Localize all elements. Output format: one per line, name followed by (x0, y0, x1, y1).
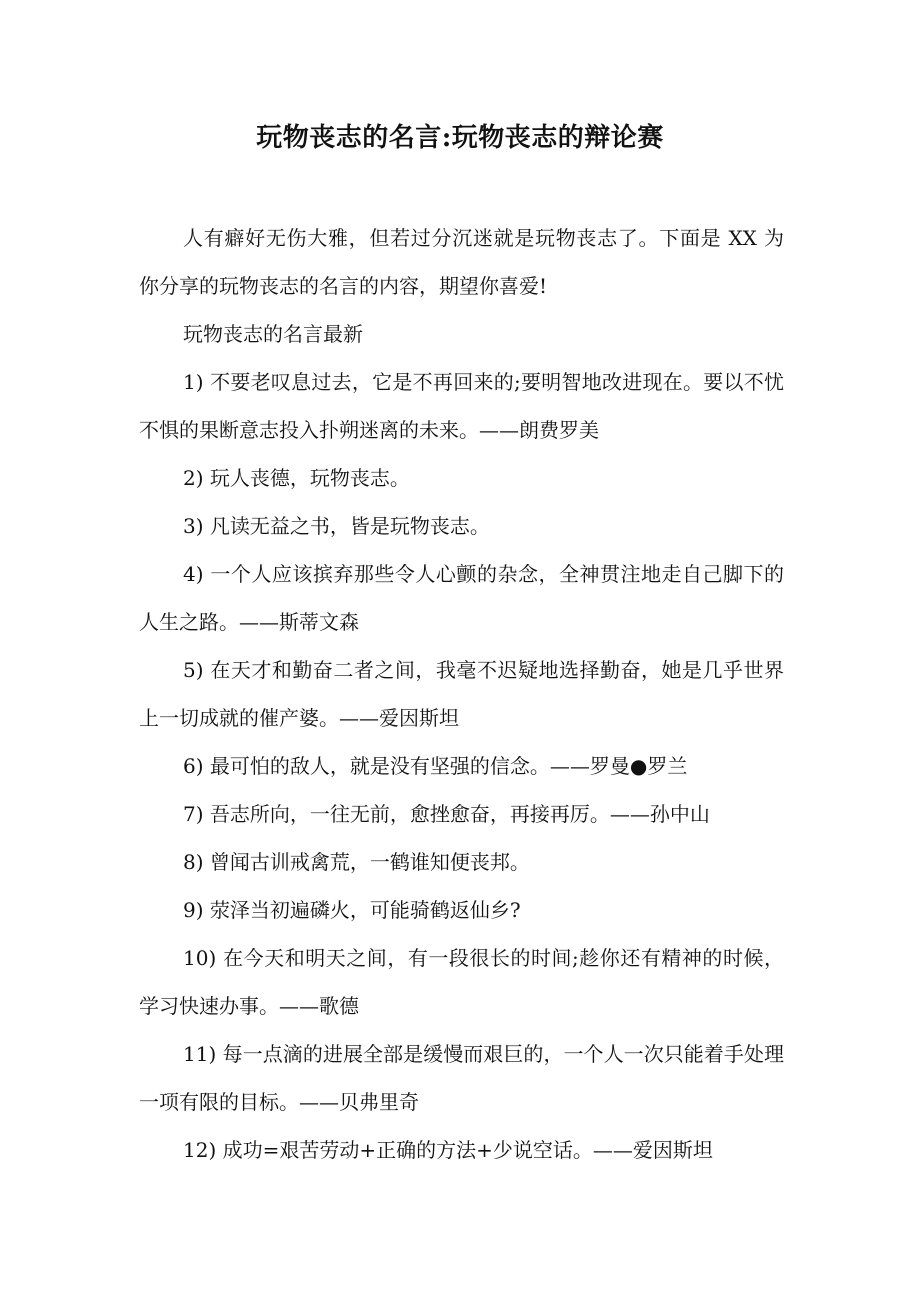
quote-item: 6) 最可怕的敌人，就是没有坚强的信念。——罗曼●罗兰 (183, 754, 688, 778)
quote-item: 11) 每一点滴的进展全部是缓慢而艰巨的，一个人一次只能着手处理一项有限的目标。——贝弗里奇 (139, 1042, 784, 1114)
quote-item: 9) 荥泽当初遍磷火，可能骑鹤返仙乡? (183, 898, 521, 922)
quote-item: 7) 吾志所向，一往无前，愈挫愈奋，再接再厉。——孙中山 (183, 802, 710, 826)
quote-item: 1) 不要老叹息过去，它是不再回来的;要明智地改进现在。要以不忧不惧的果断意志投入扑朔迷离的未来。——朗费罗美 (139, 370, 784, 442)
quote-item: 8) 曾闻古训戒禽荒，一鹤谁知便丧邦。 (183, 850, 530, 874)
intro-paragraph: 人有癖好无伤大雅，但若过分沉迷就是玩物丧志了。下面是 XX 为你分享的玩物丧志的名言的内容，期望你喜爱! (139, 226, 784, 298)
quote-item: 4) 一个人应该摈弃那些令人心颤的杂念，全神贯注地走自己脚下的人生之路。——斯蒂文森 (139, 562, 784, 634)
section-heading: 玩物丧志的名言最新 (183, 322, 363, 346)
quote-item: 10) 在今天和明天之间，有一段很长的时间;趁你还有精神的时候，学习快速办事。——歌德 (139, 946, 784, 1018)
quote-item: 3) 凡读无益之书，皆是玩物丧志。 (183, 514, 490, 538)
quote-item: 5) 在天才和勤奋二者之间，我毫不迟疑地选择勤奋，她是几乎世界上一切成就的催产婆。——爱因斯坦 (139, 658, 784, 730)
document-body (139, 214, 784, 1174)
document-title: 玩物丧志的名言:玩物丧志的辩论赛 (256, 123, 664, 153)
quote-item: 2) 玩人丧德，玩物丧志。 (183, 466, 410, 490)
quote-item: 12) 成功=艰苦劳动+正确的方法+少说空话。——爱因斯坦 (183, 1138, 713, 1162)
